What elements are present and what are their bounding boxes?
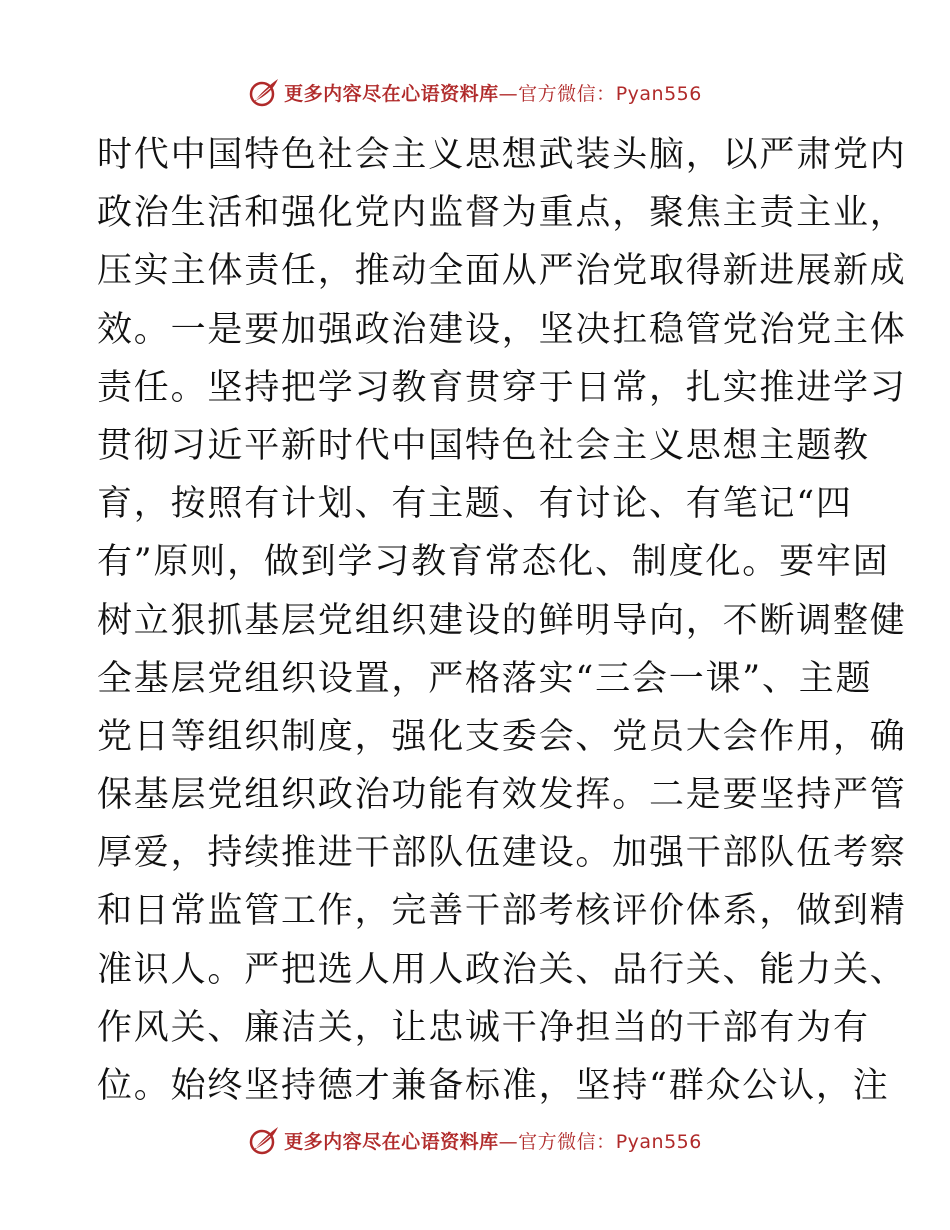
watermark-brand: 更多内容尽在心语资料库 [284, 82, 499, 105]
text-line: 效。一是要加强政治建设，坚决扛稳管党治党主体 [97, 309, 907, 350]
text-line: 育，按照有计划、有主题、有讨论、有笔记“四 [97, 484, 853, 525]
body-text [97, 126, 907, 1115]
feather-logo-icon [248, 76, 280, 108]
watermark-brand: 更多内容尽在心语资料库 [284, 1130, 499, 1153]
watermark-official: 官方微信： [518, 82, 616, 105]
text-line: 党日等组织制度，强化支委会、党员大会作用，确 [97, 716, 907, 757]
watermark-official: 官方微信： [518, 1130, 616, 1153]
text-line: 厚爱，持续推进干部队伍建设。加强干部队伍考察 [97, 833, 907, 874]
watermark-account: Pyan556 [615, 82, 702, 105]
footer-watermark [0, 1120, 950, 1160]
watermark-dash: — [498, 82, 519, 105]
text-line: 时代中国特色社会主义思想武装头脑，以严肃党内 [97, 135, 907, 175]
text-line: 准识人。严把选人用人政治关、品行关、能力关、 [97, 949, 907, 990]
header-watermark [0, 72, 950, 112]
text-line: 保基层党组织政治功能有效发挥。二是要坚持严管 [97, 775, 907, 816]
watermark-account: Pyan556 [615, 1130, 702, 1153]
text-line: 作风关、廉洁关，让忠诚干净担当的干部有为有 [97, 1007, 870, 1048]
watermark-text [284, 79, 702, 106]
text-line: 位。始终坚持德才兼备标准，坚持“群众公认，注 [97, 1066, 890, 1106]
text-line: 全基层党组织设置，严格落实“三会一课”、主题 [97, 658, 873, 699]
watermark-dash: — [498, 1130, 519, 1153]
watermark-text [284, 1127, 702, 1154]
feather-logo-icon [248, 1124, 280, 1156]
text-line: 树立狠抓基层党组织建设的鲜明导向，不断调整健 [97, 600, 907, 641]
text-line: 政治生活和强化党内监督为重点，聚焦主责主业， [97, 193, 907, 234]
text-line: 责任。坚持把学习教育贯穿于日常，扎实推进学习 [97, 367, 907, 408]
text-line: 压实主体责任，推动全面从严治党取得新进展新成 [97, 251, 907, 292]
text-line: 和日常监管工作，完善干部考核评价体系，做到精 [97, 891, 907, 932]
text-line: 有”原则，做到学习教育常态化、制度化。要牢固 [97, 542, 890, 583]
text-line: 贯彻习近平新时代中国特色社会主义思想主题教 [97, 425, 870, 466]
